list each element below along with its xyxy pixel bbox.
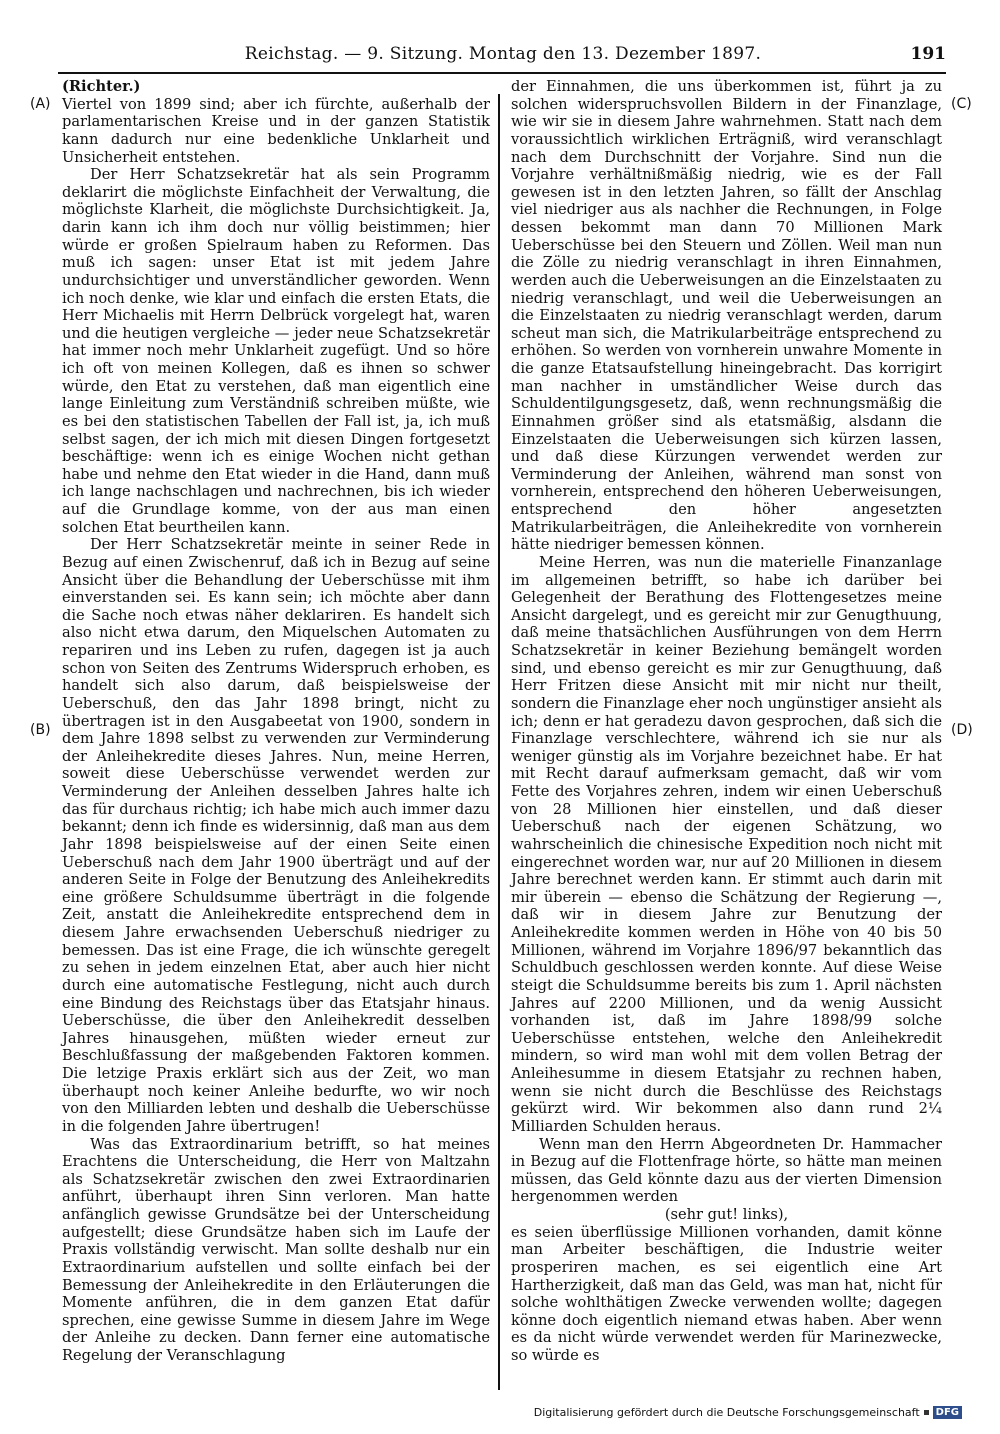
interjection: (sehr gut! links), [664, 1206, 789, 1223]
paragraph: Viertel von 1899 sind; aber ich fürchte, außerhalb der parlamentarischen Kreise und in der ganzen Statistik kann dadurch nur eine bedenkliche Unklarheit und Unsicherheit entstehen. [62, 95, 490, 166]
right-column [511, 78, 942, 1365]
header-rule [58, 72, 946, 74]
credit-text: Digitalisierung gefördert durch die Deutsche Forschungsgemeinschaft [533, 1406, 920, 1419]
paragraph: Meine Herren, was nun die materielle Finanzanlage im allgemeinen betrifft, so habe ich darüber bei Gelegenheit der Berathung des Flottengesetzes meine Ansicht dargelegt, und es gereicht mir zur Genugthuung, daß meine thatsächlichen Ausführungen von dem Herrn Schatzsekretär in keiner Beziehung bemängelt worden sind, und ebenso gereicht es mir zur Genugthuung, daß Herr Fritzen diese Ansicht mit mir nicht nur theilt, sondern die Finanzlage eher noch ungünstiger ansieht als ich; denn er hat geradezu davon gesprochen, daß sich die Finanzlage verschlechtere, während ich sie nur als weniger günstig als im Vorjahre bezeichnet habe. Er hat mit Recht darauf aufmerksam gemacht, daß wir vom Fette des Vorjahres zehren, indem wir einen Ueberschuß von 28 Millionen hier einstellen, und daß dieser Ueberschuß nach der eigenen Schätzung, wo wahrscheinlich die chinesische Expedition noch nicht mit eingerechnet worden war, nur auf 20 Millionen in diesem Jahre berechnet werden kann. Er stimmt auch darin mit mir überein — ebenso die Schätzung der Regierung —, daß wir in diesem Jahre zur Benutzung der Anleihekredite kommen werden in Höhe von 40 bis 50 Millionen, während im Vorjahre 1896/97 bekanntlich das Schuldbuch geschlossen werden konnte. Auf diese Weise steigt die Schuldsumme bereits bis zum 1. April nächsten Jahres auf 2200 Millionen, und da wenig Aussicht vorhanden ist, daß im Jahre 1898/99 solche Ueberschüsse entstehen, welche den Anleihekredit mindern, so wird man wohl mit dem vollen Betrag der Anleihesumme in diesem Etatsjahr zu rechnen haben, wenn sie nicht durch die Beschlüsse des Reichstags gekürzt wird. Wir bekommen also dann rund 2¼ Milliarden Schulden heraus. [511, 553, 942, 1135]
column-divider [498, 94, 500, 1390]
paragraph: Der Herr Schatzsekretär hat als sein Programm deklarirt die möglichste Einfachheit der Verwaltung, die möglichste Klarheit, die möglichste Durchsichtigkeit. Ja, darin kann ich ihm doch nur völlig beistimmen; hier würde er großen Spielraum haben zu Reformen. Das muß ich sagen: unser Etat ist mit jedem Jahre undurchsichtiger und unverständlicher geworden. Wenn ich noch denke, wie klar und einfach die ersten Etats, die Herr Michaelis mit Herrn Delbrück vorgelegt hat, waren und die heutigen vergleiche — jeder neue Schatzsekretär hat immer noch mehr Unklarheit zugefügt. Und so höre ich oft von meinen Kollegen, daß es ihnen so schwer würde, den Etat zu verstehen, daß man eigentlich eine lange Einleitung zum Verständniß schreiben müßte, wie es bei den statistischen Tabellen der Fall ist, ja, ich muß selbst sagen, der ich mich mit diesen Dingen fortgesetzt beschäftige: wenn ich es einige Wochen nicht gethan habe und nehme den Etat wieder in die Hand, dann muß ich lange nachschlagen und nachrechnen, bis ich wieder auf die Grundlage komme, von der aus man einen solchen Etat beurtheilen kann. [62, 166, 490, 536]
separator-dot-icon [924, 1410, 929, 1415]
page-number: 191 [910, 44, 946, 64]
paragraph: Wenn man den Herrn Abgeordneten Dr. Hammacher in Bezug auf die Flottenfrage hörte, so hätte man meinen müssen, das Geld könnte dazu aus der vierten Dimension hergenommen werden [511, 1135, 942, 1206]
speaker-label: (Richter.) [62, 78, 141, 95]
paragraph: Was das Extraordinarium betrifft, so hat meines Erachtens die Unterscheidung, die Herr von Maltzahn als Schatzsekretär zwischen den zwei Extraordinarien anführt, überhaupt ihren Sinn verloren. Man hatte anfänglich gewisse Grundsätze bei der Unterscheidung aufgestellt; diese Grundsätze haben sich im Laufe der Praxis vollständig verwischt. Man sollte deshalb nur ein Extraordinarium aufstellen und sollte einfach bei der Bemessung der Anleihekredite in den Erläuterungen die Momente anführen, die in dem ganzen Etat dafür sprechen, eine gewisse Summe in diesem Jahre im Wege der Anleihe zu decken. Dann ferner eine automatische Regelung der Veranschlagung [62, 1135, 490, 1364]
paragraph: Der Herr Schatzsekretär meinte in seiner Rede in Bezug auf einen Zwischenruf, daß ich in Bezug auf seine Ansicht über die Behandlung der Ueberschüsse mit ihm einverstanden sei. Es kann sein; ich möchte aber dann die Sache noch etwas näher deklariren. Es handelt sich also nicht etwa darum, den Miquelschen Automaten zu repariren und ins Leben zu rufen, dagegen ist ja auch schon von Seiten des Zentrums Widerspruch erhoben, es handelt sich also darum, daß beispielsweise der Ueberschuß, den das Jahr 1898 bringt, nicht zu übertragen ist in den Ausgabeetat von 1900, sondern in dem Jahre 1898 selbst zu verwenden zur Verminderung der Anleihekredite dieses Jahres. Nun, meine Herren, soweit diese Ueberschüsse verwendet werden zur Verminderung der Anleihen desselben Jahres halte ich das für durchaus richtig; ich habe mich auch immer dazu bekannt; denn ich finde es widersinnig, daß man aus dem Jahr 1898 beispielsweise auf der einen Seite einen Ueberschuß nach dem Jahr 1900 überträgt und auf der anderen Seite in Folge der Benutzung des Anleihekredits eine größere Schuldsumme überträgt in die folgende Zeit, anstatt die Anleihekredite entsprechend dem in diesem Jahre erwachsenden Ueberschuß niedriger zu bemessen. Das ist eine Frage, die ich wünschte geregelt zu sehen in jedem einzelnen Etat, aber auch hier nicht durch eine automatische Festlegung, nicht auch durch eine Bindung des Reichstags über das Etatsjahr hinaus. Ueberschüsse, die über den Anleihekredit desselben Jahres hinausgehen, müßten wieder erneut zur Beschlußfassung der maßgebenden Faktoren kommen. Die letzige Praxis erklärt sich aus der Zeit, wo man überhaupt noch keiner Anleihe bedurfte, wo wir noch von den Milliarden lebten und deshalb die Ueberschüsse in die folgenden Jahre übertrugen! [62, 536, 490, 1135]
margin-marker-c: (C) [951, 96, 972, 112]
paragraph: es seien überflüssige Millionen vorhanden, damit könne man Arbeiter beschäftigen, die Industrie weiter prosperiren machen, es sei eigentlich eine Art Hartherzigkeit, daß man das Geld, was man hat, nicht für solche wohlthätigen Zwecke verwenden wollte; dagegen könne doch eigentlich niemand etwas haben. Aber wenn es da nicht würde verwendet werden für Marinezwecke, so würde es [511, 1223, 942, 1364]
dfg-logo: DFG [933, 1406, 962, 1419]
digitization-credit [534, 1406, 962, 1419]
running-title: Reichstag. — 9. Sitzung. Montag den 13. Dezember 1897. [244, 44, 762, 64]
page-header [60, 44, 946, 70]
margin-marker-a: (A) [30, 96, 51, 112]
margin-marker-b: (B) [30, 722, 51, 738]
paragraph: der Einnahmen, die uns überkommen ist, führt ja zu solchen widerspruchsvollen Bildern in der Finanzlage, wie wir sie in diesem Jahre wahrnehmen. Statt nach dem voraussichtlich wirklichen Erträgniß, wird veranschlagt nach dem Durchschnitt der Vorjahre. Sind nun die Vorjahre verhältnißmäßig niedrig, wie es der Fall gewesen ist in den letzten Jahren, so fällt der Anschlag viel niedriger aus als nachher die Rechnungen, in Folge dessen bekommt man dann 70 Millionen Mark Ueberschüsse bei den Steuern und Zöllen. Weil man nun die Zölle zu niedrig veranschlagt in ihren Einnahmen, werden auch die Ueberweisungen an die Einzelstaaten zu niedrig veranschlagt, und weil die Ueberweisungen an die Einzelstaaten zu niedrig veranschlagt werden, darum scheut man sich, die Matrikularbeiträge entsprechend zu erhöhen. So werden von vornherein unwahre Momente in die ganze Etatsaufstellung hineingebracht. Das korrigirt man nachher in umständlicher Weise durch das Schuldentilgungsgesetz, daß, wenn rechnungsmäßig die Einnahmen größer sind als etatsmäßig, alsdann die Einzelstaaten die Ueberweisungen sich kürzen lassen, und daß diese Kürzungen verwendet werden zur Verminderung der Anleihen, während man sonst von vornherein, entsprechend den höheren Ueberweisungen, entsprechend den höher angesetzten Matrikularbeiträgen, die Anleihekredite von vornherein hätte niedriger bemessen können. [511, 78, 942, 554]
margin-marker-d: (D) [951, 722, 973, 738]
left-column [62, 78, 490, 1365]
